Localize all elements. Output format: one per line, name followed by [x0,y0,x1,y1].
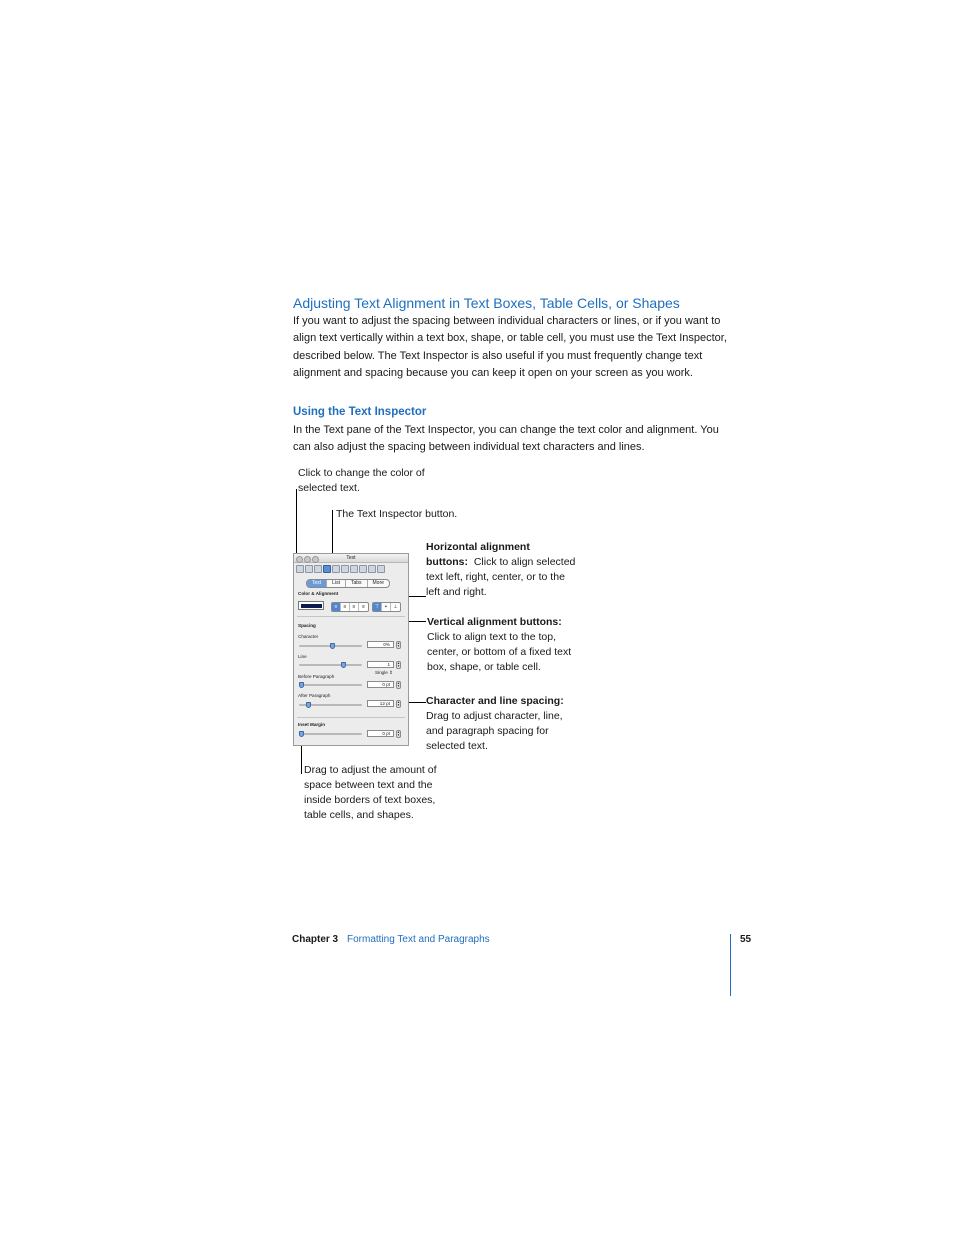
inset-margin-label: Inset Margin [298,722,326,727]
line-stepper[interactable]: ▴ ▾ [397,660,400,668]
text-inspector-window [293,553,409,746]
before-paragraph-slider[interactable] [299,684,362,686]
after-paragraph-label: After Paragraph [298,693,331,698]
align-middle-button[interactable]: + [382,603,391,611]
footer-chapter-title: Formatting Text and Paragraphs [347,934,490,945]
color-alignment-label: Color & Alignment [298,591,339,596]
inspector-window-title: Text [346,555,356,561]
line-slider-knob[interactable] [341,662,346,668]
close-window-icon[interactable] [296,556,303,563]
page-number: 55 [740,934,752,945]
spacing-label: Spacing [298,623,316,628]
sub-paragraph: In the Text pane of the Text Inspector, you can change the text color and alignment. You can also adjust the spacing between individual text characters and lines. [293,424,719,454]
inspector-tabs [306,579,390,588]
table-inspector-icon[interactable] [350,565,358,573]
tab-tabs[interactable]: Tabs [346,580,368,587]
minimize-window-icon[interactable] [304,556,311,563]
callout-vertical-text: Click to align text to the top, center, or bottom of a fixed text box, shape, or table cell. [427,631,572,673]
before-paragraph-stepper[interactable]: ▴ ▾ [397,680,400,688]
link-inspector-icon[interactable] [368,565,376,573]
vertical-alignment-buttons [372,602,401,612]
subheading: Using the Text Inspector [293,406,427,418]
character-spacing-slider[interactable] [299,645,362,647]
callout-inset-margin: Drag to adjust the amount of space between text and the inside borders of text boxes, table cells, and shapes. [304,764,437,821]
callout-vertical-alignment [427,615,577,675]
character-label: Character [298,634,319,639]
text-color-well[interactable] [298,601,324,610]
callout-vertical-bold: Vertical alignment buttons: [427,616,562,628]
layout-inspector-icon[interactable] [305,565,313,573]
tab-list[interactable]: List [327,580,346,587]
tab-text[interactable]: Text [307,580,327,587]
inset-margin-knob[interactable] [299,731,304,737]
after-paragraph-knob[interactable] [306,702,311,708]
line-mode-popup[interactable]: Single ⇕ [375,670,393,675]
footer-divider [730,934,731,996]
horizontal-alignment-buttons [331,602,369,612]
section-heading: Adjusting Text Alignment in Text Boxes, Table Cells, or Shapes [293,295,680,311]
align-right-button[interactable]: ≡ [350,603,359,611]
align-left-button[interactable]: ≡ [332,603,341,611]
metrics-inspector-icon[interactable] [341,565,349,573]
line-label: Line [298,654,307,659]
inset-margin-slider[interactable] [299,733,362,735]
before-paragraph-field[interactable]: 0 pt [367,681,394,688]
callout-spacing-text: Drag to adjust character, line, and paragraph spacing for selected text. [426,710,563,752]
line-mode-value: Single [375,670,388,675]
after-paragraph-field[interactable]: 12 pt [367,700,394,707]
callout-spacing-bold: Character and line spacing: [426,695,564,707]
line-spacing-slider[interactable] [299,664,362,666]
callout-horizontal-bold: Horizontal alignment buttons: [426,541,530,568]
callout-color: Click to change the color of selected text. [298,467,425,494]
document-inspector-icon[interactable] [296,565,304,573]
callout-horizontal-text: Click to align selected text left, right, center, or to the left and right. [426,556,576,598]
align-bottom-button[interactable]: ⊥ [393,604,398,610]
tab-more[interactable]: More [372,580,384,586]
inspector-toolbar [296,564,406,574]
character-spacing-field[interactable]: 0% [367,641,394,648]
wrap-inspector-icon[interactable] [314,565,322,573]
intro-paragraph: If you want to adjust the spacing between individual characters or lines, or if you want to align text vertically within a text box, shape, or table cell, you must use the Text Inspector, described below. The Text Inspector is also useful if you must frequently change text alignment and spacing because you can keep it open on your screen as you work. [293,315,727,379]
graphic-inspector-icon[interactable] [332,565,340,573]
character-slider-knob[interactable] [330,643,335,649]
quicktime-inspector-icon[interactable] [377,565,385,573]
callout-inspector-button: The Text Inspector button. [336,508,458,520]
after-paragraph-stepper[interactable]: ▴ ▾ [397,699,400,707]
divider [297,616,405,617]
before-paragraph-label: Before Paragraph [298,674,335,679]
divider [297,717,405,718]
footer-chapter: Chapter 3 [292,934,339,945]
before-paragraph-knob[interactable] [299,682,304,688]
inspector-title-bar [294,554,408,563]
inset-margin-field[interactable]: 0 pt [367,730,394,737]
line-spacing-field[interactable]: 1 [367,661,394,668]
callout-spacing [426,694,576,754]
text-inspector-icon[interactable] [323,565,331,573]
align-justify-button[interactable]: ≡ [362,604,365,610]
zoom-window-icon[interactable] [312,556,319,563]
callout-horizontal-alignment [426,540,576,600]
align-top-button[interactable]: ⊤ [373,603,382,611]
align-center-button[interactable]: ≡ [341,603,350,611]
chart-inspector-icon[interactable] [359,565,367,573]
inset-margin-stepper[interactable]: ▴ ▾ [397,729,400,737]
character-stepper[interactable]: ▴ ▾ [397,640,400,648]
after-paragraph-slider[interactable] [299,704,362,706]
